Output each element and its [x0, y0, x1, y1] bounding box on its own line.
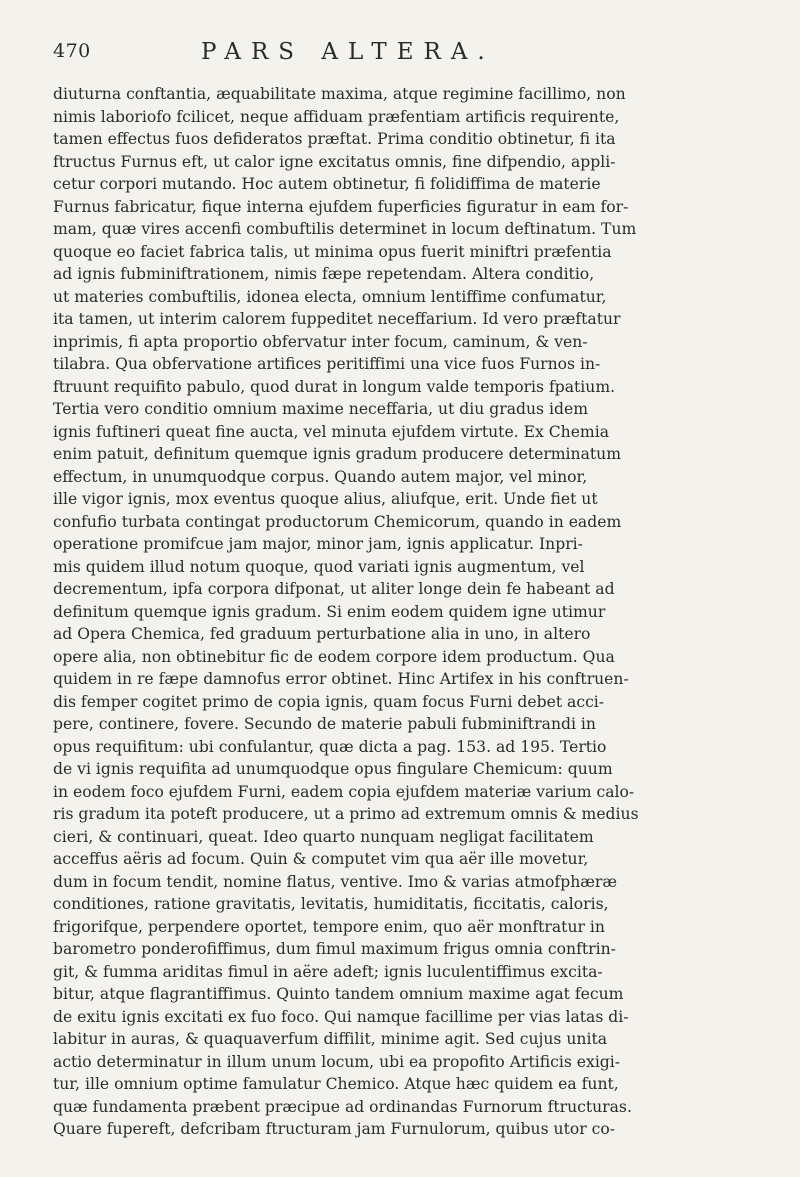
text-line: quoque eo faciet fabrica talis, ut minima opus fuerit miniftri præfentia — [53, 242, 612, 261]
text-line: pere, continere, fovere. Secundo de materie pabuli fubminiftrandi in — [53, 715, 596, 733]
text-line: mis quidem illud notum quoque, quod variati ignis augmentum, vel — [53, 557, 585, 576]
text-line: operatione promifcue jam major, minor jam, ignis applicatur. Inpri- — [53, 535, 583, 553]
text-line: ftruunt requifito pabulo, quod durat in longum valde temporis fpatium. — [53, 377, 616, 396]
text-line: ignis fuftineri queat fine aucta, vel minuta ejufdem virtute. Ex Chemia — [53, 422, 609, 441]
text-line: ad ignis fubminiftrationem, nimis fæpe repetendam. Altera conditio, — [53, 265, 595, 283]
running-title: PARS ALTERA. — [201, 39, 495, 65]
text-line: opere alia, non obtinebitur fic de eodem corpore idem productum. Qua — [53, 647, 615, 666]
text-line: Quare fupereft, defcribam ftructuram jam Furnulorum, quibus utor co- — [53, 1120, 616, 1138]
text-line: ita tamen, ut interim calorem fuppeditet neceffarium. Id vero præftatur — [53, 310, 621, 328]
text-line: enim patuit, definitum quemque ignis gradum producere determinatum — [53, 445, 621, 463]
text-line: bitur, atque flagrantiffimus. Quinto tandem omnium maxime agat fecum — [53, 985, 624, 1003]
text-line: cetur corpori mutando. Hoc autem obtinetur, fi folidiffima de materie — [53, 175, 601, 193]
text-line: tamen effectus fuos defideratos præftat. Prima conditio obtinetur, fi ita — [53, 130, 616, 148]
text-line: dum in focum tendit, nomine flatus, ventive. Imo & varias atmofphæræ — [53, 872, 618, 891]
text-line: decrementum, ipfa corpora difponat, ut aliter longe dein fe habeant ad — [53, 580, 615, 598]
text-line: nimis laboriofo fcilicet, neque affiduam præfentiam artificis requirente, — [53, 107, 620, 126]
text-line: ftructus Furnus eft, ut calor igne excitatus omnis, fine difpendio, appli- — [53, 152, 616, 171]
text-line: conditiones, ratione gravitatis, levitatis, humiditatis, ficcitatis, caloris, — [53, 895, 609, 913]
text-line: Tertia vero conditio omnium maxime neceffaria, ut diu gradus idem — [53, 400, 588, 418]
text-line: acceffus aëris ad focum. Quin & computet vim qua aër ille movetur, — [53, 850, 589, 868]
text-line: opus requifitum: ubi confulantur, quæ dicta a pag. 153. ad 195. Tertio — [53, 737, 607, 756]
text-line: ille vigor ignis, mox eventus quoque alius, aliufque, erit. Unde fiet ut — [53, 490, 598, 508]
page-header — [53, 40, 753, 74]
text-line: dis femper cogitet primo de copia ignis, quam focus Furni debet acci- — [53, 692, 605, 711]
text-line: mam, quæ vires accenfi combuftilis determinet in locum deftinatum. Tum — [53, 220, 637, 238]
text-line: definitum quemque ignis gradum. Si enim eodem quidem igne utimur — [53, 602, 606, 621]
text-line: tur, ille omnium optime famulatur Chemico. Atque hæc quidem ea funt, — [53, 1075, 619, 1093]
text-line: labitur in auras, & quaquaverfum diffilit, minime agit. Sed cujus unita — [53, 1030, 608, 1048]
text-line: inprimis, fi apta proportio obfervatur inter focum, caminum, & ven- — [53, 332, 588, 351]
text-line: quidem in re fæpe damnofus error obtinet. Hinc Artifex in his conftruen- — [53, 670, 629, 688]
text-line: de vi ignis requifita ad unumquodque opus fingulare Chemicum: quum — [53, 760, 613, 778]
text-line: ut materies combuftilis, idonea electa, omnium lentiffime confumatur, — [53, 287, 607, 306]
text-line: effectum, in unumquodque corpus. Quando autem major, vel minor, — [53, 467, 588, 486]
text-line: ris gradum ita poteft producere, ut a primo ad extremum omnis & medius — [53, 805, 639, 823]
text-line: frigorifque, perpendere oportet, tempore enim, quo aër monftratur in — [53, 917, 605, 936]
text-line: barometro ponderofiffimus, dum fimul maximum frigus omnia conftrin- — [53, 940, 616, 958]
text-line: tilabra. Qua obfervatione artifices peritiffimi una vice fuos Furnos in- — [53, 355, 601, 373]
text-line: de exitu ignis excitati ex fuo foco. Qui namque facillime per vias latas di- — [53, 1007, 629, 1026]
text-line: actio determinatur in illum unum locum, ubi ea propofito Artificis exigi- — [53, 1052, 621, 1071]
body-text — [53, 83, 755, 1141]
text-line: Furnus fabricatur, fique interna ejufdem fuperficies figuratur in eam for- — [53, 197, 629, 216]
text-line: diuturna conftantia, æquabilitate maxima, atque regimine facillimo, non — [53, 85, 626, 103]
text-line: cieri, & continuari, queat. Ideo quarto nunquam negligat facilitatem — [53, 827, 594, 846]
text-line: quæ fundamenta præbent præcipue ad ordinandas Furnorum ftructuras. — [53, 1097, 632, 1116]
text-line: ad Opera Chemica, fed graduum perturbatione alia in uno, in altero — [53, 625, 591, 643]
text-line: in eodem foco ejufdem Furni, eadem copia ejufdem materiæ varium calo- — [53, 782, 635, 801]
page-number: 470 — [53, 40, 91, 62]
text-line: confufio turbata contingat productorum Chemicorum, quando in eadem — [53, 512, 622, 531]
text-line: git, & fumma ariditas fimul in aëre adeft; ignis luculentiffimus excita- — [53, 962, 603, 981]
